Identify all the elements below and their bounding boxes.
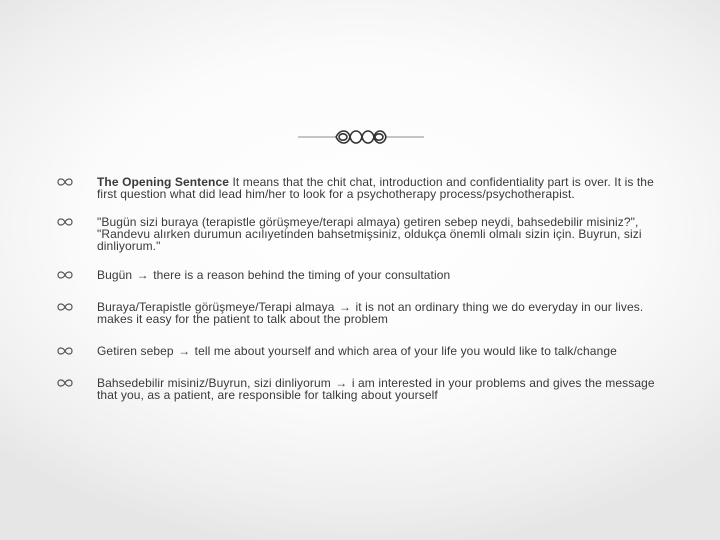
bullet-text: It means that the chit chat, introduction and confidentiality part is over. It is the first question what did lead him/her to look for a psychotherapy process/psychotherapist.	[97, 175, 654, 201]
bullet-term: Buraya/Terapistle görüşmeye/Terapi almaya	[97, 300, 335, 314]
bullet-text: i am interested in your problems and gives the message that you, as a patient, are responsible for talking about yourself	[97, 376, 655, 402]
bullet-text: tell me about yourself and which area of your life you would like to talk/change	[194, 344, 617, 358]
bullet-bugun	[56, 269, 660, 281]
infinity-bullet-icon	[56, 270, 74, 280]
bullet-term: Bahsedebilir misiniz/Buyrun, sizi dinliyorum	[97, 376, 331, 390]
bullet-term: Getiren sebep	[97, 344, 174, 358]
bullet-bahsedebilir	[56, 377, 660, 401]
infinity-bullet-icon	[56, 217, 74, 227]
scroll-divider-icon	[298, 126, 424, 148]
bullet-turkish-question	[56, 216, 660, 252]
infinity-bullet-icon	[56, 346, 74, 356]
bullet-list	[56, 176, 660, 401]
bullet-getiren-sebep	[56, 345, 660, 357]
bullet-term: Bugün	[97, 268, 133, 282]
right-arrow-icon: →	[338, 300, 352, 314]
right-arrow-icon: →	[178, 344, 191, 358]
bullet-text: there is a reason behind the timing of your consultation	[153, 268, 451, 282]
infinity-bullet-icon	[56, 302, 74, 312]
bullet-lead: The Opening Sentence	[97, 175, 230, 189]
bullet-text: it is not an ordinary thing we do everyday in our lives. makes it easy for the patient to talk about the problem	[97, 300, 644, 326]
infinity-bullet-icon	[56, 177, 74, 187]
bullet-opening-sentence	[56, 176, 660, 200]
bullet-buraya	[56, 301, 660, 325]
right-arrow-icon: →	[136, 268, 149, 282]
infinity-bullet-icon	[56, 378, 74, 388]
right-arrow-icon: →	[335, 376, 348, 390]
bullet-text: "Bugün sizi buraya (terapistle görüşmeye/terapi almaya) getiren sebep neydi, bahsedebilir misiniz?", "Randevu alırken durumun acılıyetinden bahsetmişsiniz, oldukça önemli olmalı sizin için. Buyrun, sizi dinliyorum."	[97, 215, 642, 253]
